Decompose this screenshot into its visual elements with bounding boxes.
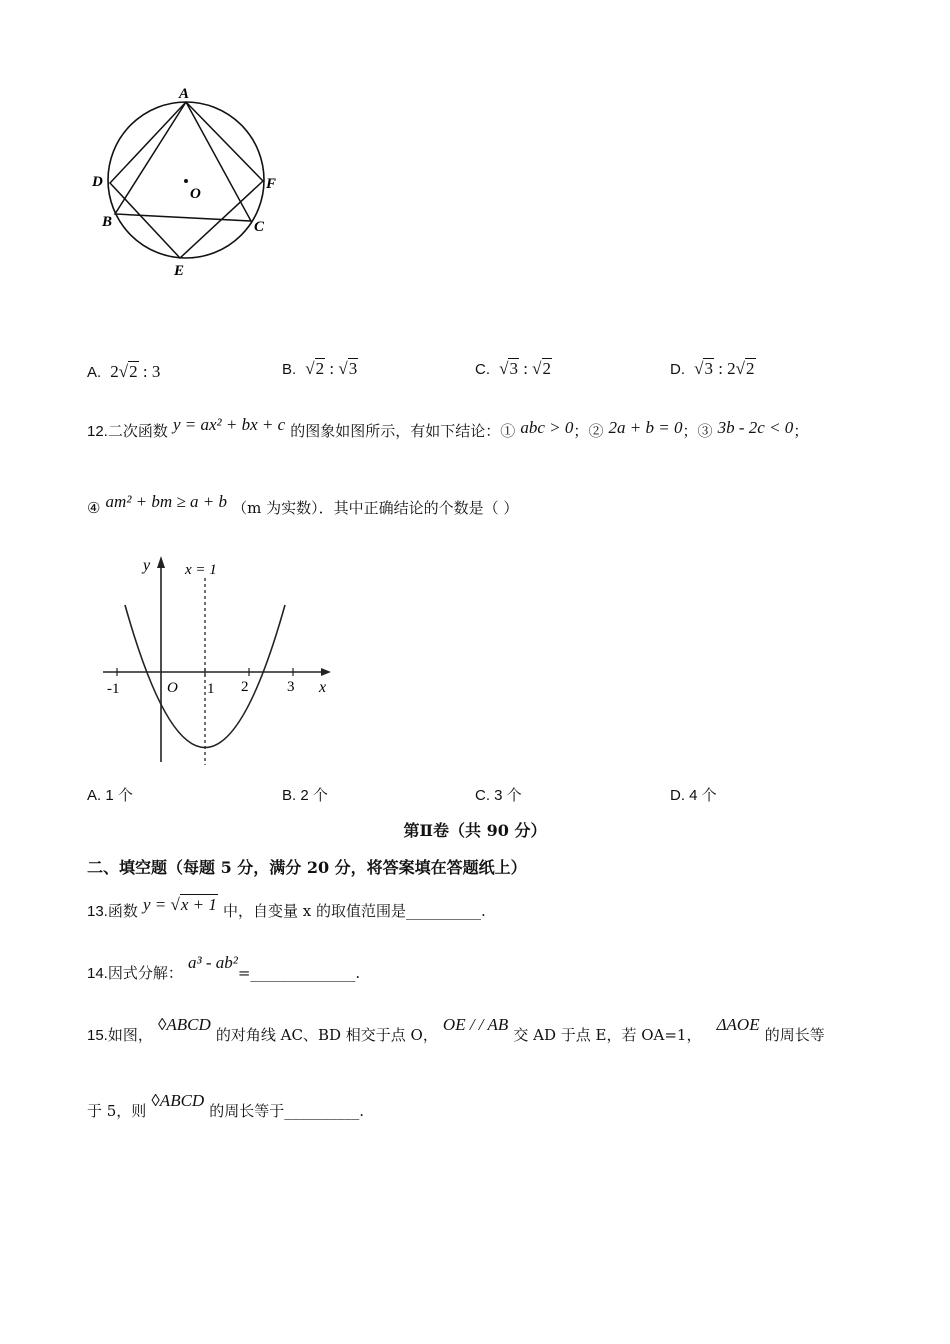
conclusion-1: abc > 0 [520, 418, 574, 437]
sep: ； [793, 422, 809, 440]
conclusion-2: 2a + b = 0 [608, 418, 683, 437]
coef: 3 [151, 362, 161, 381]
q12-stem-line2 [87, 492, 519, 518]
label-b: B [102, 214, 113, 230]
tick-label-2: 2 [241, 679, 249, 695]
option-expr: √3 : √2 [499, 359, 552, 378]
q15-t2: 交 AD 于点 E，若 OA=1， [513, 1026, 702, 1044]
q12-option-b [282, 784, 328, 805]
radicand: 2 [746, 359, 755, 378]
parabola-graph [95, 550, 345, 770]
parallelogram-abcd: ◊ABCD [151, 1091, 205, 1110]
tick-label-3: 3 [287, 679, 295, 695]
q15-line1 [87, 1015, 825, 1045]
section-heading: 二、填空题（每题 5 分，满分 20 分，将答案填在答题纸上） [87, 858, 527, 877]
option-letter: D. [670, 787, 685, 804]
option-letter: B. [282, 361, 297, 378]
oe-parallel-ab: OE / / AB [442, 1015, 509, 1034]
radicand: 2 [129, 362, 138, 381]
q15-lead: 如图， [107, 1026, 153, 1044]
conclusion-mark-4: ④ [87, 499, 101, 517]
q15-line2 [87, 1091, 365, 1121]
q12-function: y = ax² + bx + c [172, 415, 286, 434]
ratio-sep: : [523, 359, 528, 378]
sep: ； [573, 422, 589, 440]
option-expr: √2 : √3 [305, 359, 358, 378]
option-letter: A. [87, 787, 102, 804]
radicand: 3 [509, 359, 518, 378]
radicand: 3 [704, 359, 713, 378]
q15-line2-lead: 于 5，则 [87, 1102, 147, 1120]
question-number: 15. [87, 1027, 108, 1044]
q11-option-c [475, 359, 552, 379]
q12-mid: 的图象如图所示，有如下结论： [290, 422, 501, 440]
question-number: 12. [87, 423, 108, 440]
q13-expr: y = √x + 1 [142, 895, 217, 914]
x-axis-arrow [321, 668, 331, 676]
q13-lead: 函数 [107, 902, 138, 920]
ratio-sep: : [329, 359, 335, 378]
q12-lead: 二次函数 [107, 422, 168, 440]
option-letter: A. [87, 364, 102, 381]
q12-stem-line1 [87, 415, 809, 441]
label-f: F [266, 176, 277, 192]
q14-lead: 因式分解： [107, 964, 183, 982]
q12-option-d [670, 784, 717, 805]
q14-tail: =______________. [237, 964, 361, 982]
q13 [87, 895, 486, 921]
tick-label-1: 1 [207, 681, 215, 697]
conclusion-mark-1: ① [500, 422, 516, 440]
sep: ； [682, 422, 698, 440]
expr-y: y = [142, 895, 167, 914]
option-text: 4 个 [689, 787, 717, 804]
option-letter: C. [475, 787, 490, 804]
question-number: 14. [87, 965, 108, 982]
section-title: 第Ⅱ卷（共 90 分） [403, 821, 547, 840]
coef: 2 [110, 362, 119, 381]
q15-line2-tail: 的周长等于__________. [209, 1102, 365, 1120]
option-letter: B. [282, 787, 297, 804]
radicand: 2 [315, 359, 325, 378]
q14 [87, 953, 361, 983]
y-label: y [143, 557, 151, 574]
label-a: A [179, 86, 190, 102]
ratio-sep: : [718, 359, 723, 378]
q13-tail: 中，自变量 x 的取值范围是__________. [222, 902, 486, 920]
q12-option-a [87, 784, 133, 805]
radicand: x + 1 [180, 895, 217, 914]
q11-option-a [87, 362, 160, 382]
q11-option-b [282, 359, 358, 379]
option-letter: C. [475, 361, 490, 378]
label-o: O [190, 186, 201, 202]
x-label: x [319, 679, 327, 696]
q12-option-c [475, 784, 522, 805]
center-dot [184, 179, 188, 183]
conclusion-3: 3b - 2c < 0 [717, 418, 794, 437]
parallelogram-abcd: ◊ABCD [157, 1015, 211, 1034]
y-axis-arrow [157, 556, 165, 568]
q12-tail: （m 为实数）．其中正确结论的个数是（ ） [232, 499, 519, 517]
ratio-sep: : [142, 362, 148, 381]
option-text: 2 个 [300, 787, 328, 804]
q15-t3: 的周长等 [764, 1026, 825, 1044]
triangle-aoe: ΔAOE [716, 1015, 760, 1034]
coef: 2 [727, 359, 736, 378]
q11-option-d [670, 359, 756, 379]
tick-label-neg1: -1 [107, 681, 120, 697]
origin-label: O [167, 680, 178, 696]
radicand: 3 [348, 359, 358, 378]
option-expr: √3 : 2√2 [694, 359, 755, 378]
symmetry-label: x = 1 [185, 562, 217, 578]
label-e: E [174, 263, 185, 279]
option-text: 1 个 [105, 787, 133, 804]
option-letter: D. [670, 361, 685, 378]
question-number: 13. [87, 903, 108, 920]
option-expr: 2√2 : 3 [110, 362, 161, 381]
conclusion-mark-2: ② [588, 422, 604, 440]
option-text: 3 个 [494, 787, 522, 804]
label-c: C [254, 219, 265, 235]
circle-figure [80, 80, 300, 290]
q15-t1: 的对角线 AC、BD 相交于点 O， [215, 1026, 438, 1044]
q14-expr: a³ - ab² [187, 953, 238, 972]
radicand: 2 [542, 359, 552, 378]
label-d: D [92, 174, 103, 190]
conclusion-mark-3: ③ [697, 422, 713, 440]
conclusion-4: am² + bm ≥ a + b [105, 492, 227, 511]
